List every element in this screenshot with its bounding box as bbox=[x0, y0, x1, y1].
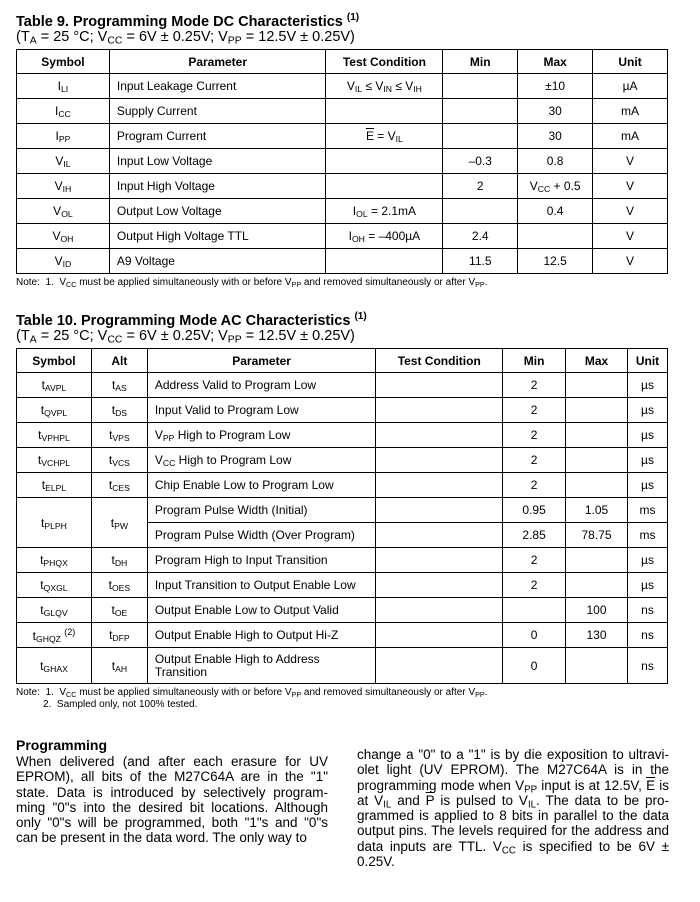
unit-cell: mA bbox=[593, 99, 668, 124]
table-row bbox=[17, 423, 668, 448]
table-row bbox=[17, 199, 668, 224]
table-row bbox=[17, 548, 668, 573]
table9-note: Note: 1. $V_{CC}$ must be applied simultaneously with or before $V_{PP}$ and removed simultaneously or after $V_{PP}$. bbox=[16, 277, 488, 289]
min-cell bbox=[443, 199, 518, 224]
alt-cell: $t_{OES}$ bbox=[91, 573, 147, 598]
table9-conditions: ($T_A = 25$ °C; $V_{CC} = 6V \pm 0.25V$; $V_{PP} = 12.5V \pm 0.25V$) bbox=[16, 29, 355, 47]
table-header-row bbox=[17, 50, 668, 74]
table9-title: Table 9. Programming Mode DC Characteristics $^{(1)}$ bbox=[16, 12, 360, 30]
condition-cell: $I_{OH} = -400\mu A$ bbox=[326, 224, 443, 249]
col-symbol: Symbol bbox=[17, 349, 92, 373]
alt-cell: $t_{VCS}$ bbox=[91, 448, 147, 473]
max-cell bbox=[566, 373, 628, 398]
min-cell: 2 bbox=[503, 373, 566, 398]
condition-cell bbox=[326, 249, 443, 274]
col-max: Max bbox=[566, 349, 628, 373]
col-unit: Unit bbox=[627, 349, 667, 373]
parameter-cell: Input Low Voltage bbox=[109, 149, 326, 174]
min-cell: 2 bbox=[503, 573, 566, 598]
alt-cell: $t_{DH}$ bbox=[91, 548, 147, 573]
col-parameter: Parameter bbox=[109, 50, 326, 74]
min-cell: 0.95 bbox=[503, 498, 566, 523]
condition-cell bbox=[376, 373, 503, 398]
min-cell: 2 bbox=[503, 473, 566, 498]
symbol-cell: $V_{IL}$ bbox=[17, 149, 110, 174]
max-cell: 12.5 bbox=[518, 249, 593, 274]
unit-cell: ns bbox=[627, 623, 667, 648]
max-cell: 130 bbox=[566, 623, 628, 648]
max-cell: 78.75 bbox=[566, 523, 628, 548]
col-symbol: Symbol bbox=[17, 50, 110, 74]
min-cell bbox=[443, 99, 518, 124]
table10-note-2: 2. Sampled only, not 100% tested. bbox=[43, 699, 198, 710]
parameter-cell: $V_{CC}$ High to Program Low bbox=[147, 448, 376, 473]
condition-cell bbox=[376, 398, 503, 423]
max-cell bbox=[566, 573, 628, 598]
symbol-cell: $t_{PLPH}$ bbox=[17, 498, 92, 548]
min-cell: 2.4 bbox=[443, 224, 518, 249]
condition-cell bbox=[376, 573, 503, 598]
symbol-cell: $t_{VCHPL}$ bbox=[17, 448, 92, 473]
table-row bbox=[17, 174, 668, 199]
programming-heading: Programming bbox=[16, 737, 108, 753]
symbol-cell: $I_{LI}$ bbox=[17, 74, 110, 99]
parameter-cell: Input High Voltage bbox=[109, 174, 326, 199]
symbol-cell: $V_{OL}$ bbox=[17, 199, 110, 224]
condition-cell bbox=[326, 99, 443, 124]
symbol-cell: $V_{OH}$ bbox=[17, 224, 110, 249]
condition-cell bbox=[326, 149, 443, 174]
min-cell bbox=[443, 74, 518, 99]
parameter-cell: Program Pulse Width (Over Program) bbox=[147, 523, 376, 548]
min-cell: 2 bbox=[503, 548, 566, 573]
table10-conditions: ($T_A = 25$ °C; $V_{CC} = 6V \pm 0.25V$; $V_{PP} = 12.5V \pm 0.25V$) bbox=[16, 328, 355, 346]
max-cell bbox=[566, 548, 628, 573]
alt-cell: $t_{OE}$ bbox=[91, 598, 147, 623]
condition-cell: $I_{OL} = 2.1mA$ bbox=[326, 199, 443, 224]
max-cell bbox=[566, 648, 628, 684]
parameter-cell: Chip Enable Low to Program Low bbox=[147, 473, 376, 498]
unit-cell: µs bbox=[627, 473, 667, 498]
condition-cell bbox=[376, 623, 503, 648]
max-cell: 0.8 bbox=[518, 149, 593, 174]
table10-section bbox=[16, 309, 668, 711]
symbol-cell: $t_{GHQZ}$ $^{(2)}$ bbox=[17, 623, 92, 648]
max-cell: 30 bbox=[518, 99, 593, 124]
symbol-cell: $t_{AVPL}$ bbox=[17, 373, 92, 398]
symbol-cell: $V_{ID}$ bbox=[17, 249, 110, 274]
table-row bbox=[17, 373, 668, 398]
unit-cell: mA bbox=[593, 124, 668, 149]
min-cell: 2.85 bbox=[503, 523, 566, 548]
parameter-cell: Program Pulse Width (Initial) bbox=[147, 498, 376, 523]
unit-cell: V bbox=[593, 149, 668, 174]
table-row bbox=[17, 648, 668, 684]
unit-cell: µs bbox=[627, 548, 667, 573]
parameter-cell: Output Enable High to Output Hi-Z bbox=[147, 623, 376, 648]
table-row bbox=[17, 598, 668, 623]
table10-title: Table 10. Programming Mode AC Characteristics $^{(1)}$ bbox=[16, 311, 367, 329]
min-cell: –0.3 bbox=[443, 149, 518, 174]
symbol-cell: $I_{PP}$ bbox=[17, 124, 110, 149]
parameter-cell: A9 Voltage bbox=[109, 249, 326, 274]
min-cell: 11.5 bbox=[443, 249, 518, 274]
alt-cell: $t_{DFP}$ bbox=[91, 623, 147, 648]
condition-cell bbox=[376, 648, 503, 684]
min-cell: 2 bbox=[503, 448, 566, 473]
table10-note-1: Note: 1. $V_{CC}$ must be applied simultaneously with or before $V_{PP}$ and removed simultaneously or after $V_{PP}$. bbox=[16, 687, 488, 699]
table-row bbox=[17, 124, 668, 149]
parameter-cell: Output Enable High to Address Transition bbox=[147, 648, 376, 684]
condition-cell: $V_{IL} \le V_{IN} \le V_{IH}$ bbox=[326, 74, 443, 99]
unit-cell: V bbox=[593, 249, 668, 274]
unit-cell: µs bbox=[627, 573, 667, 598]
programming-left-column bbox=[16, 737, 328, 846]
table-row bbox=[17, 498, 668, 523]
max-cell: 30 bbox=[518, 124, 593, 149]
table-row bbox=[17, 623, 668, 648]
symbol-cell: $t_{GLQV}$ bbox=[17, 598, 92, 623]
parameter-cell: Input Transition to Output Enable Low bbox=[147, 573, 376, 598]
condition-cell bbox=[376, 473, 503, 498]
min-cell: 0 bbox=[503, 623, 566, 648]
col-unit: Unit bbox=[593, 50, 668, 74]
table-row bbox=[17, 398, 668, 423]
max-cell bbox=[566, 448, 628, 473]
parameter-cell: Output High Voltage TTL bbox=[109, 224, 326, 249]
table10-ac-characteristics bbox=[16, 348, 668, 684]
col-max: Max bbox=[518, 50, 593, 74]
unit-cell: ns bbox=[627, 648, 667, 684]
symbol-cell: $t_{GHAX}$ bbox=[17, 648, 92, 684]
col-parameter: Parameter bbox=[147, 349, 376, 373]
max-cell: 0.4 bbox=[518, 199, 593, 224]
col-min: Min bbox=[443, 50, 518, 74]
condition-cell bbox=[376, 548, 503, 573]
symbol-cell: $V_{IH}$ bbox=[17, 174, 110, 199]
parameter-cell: Input Valid to Program Low bbox=[147, 398, 376, 423]
table-row bbox=[17, 473, 668, 498]
alt-cell: $t_{CES}$ bbox=[91, 473, 147, 498]
max-cell bbox=[566, 423, 628, 448]
parameter-cell: Input Leakage Current bbox=[109, 74, 326, 99]
parameter-cell: $V_{PP}$ High to Program Low bbox=[147, 423, 376, 448]
symbol-cell: $I_{CC}$ bbox=[17, 99, 110, 124]
col-alt: Alt bbox=[91, 349, 147, 373]
alt-cell: $t_{DS}$ bbox=[91, 398, 147, 423]
table-row bbox=[17, 573, 668, 598]
max-cell: 1.05 bbox=[566, 498, 628, 523]
min-cell bbox=[503, 598, 566, 623]
condition-cell bbox=[376, 448, 503, 473]
parameter-cell: Address Valid to Program Low bbox=[147, 373, 376, 398]
unit-cell: ms bbox=[627, 498, 667, 523]
condition-cell: $\overline{E} = V_{IL}$ bbox=[326, 124, 443, 149]
min-cell: 2 bbox=[503, 398, 566, 423]
condition-cell bbox=[376, 423, 503, 448]
programming-right-column bbox=[357, 747, 669, 869]
max-cell: $V_{CC} + 0.5$ bbox=[518, 174, 593, 199]
condition-cell bbox=[376, 498, 503, 523]
table9-dc-characteristics bbox=[16, 49, 668, 274]
unit-cell: µs bbox=[627, 398, 667, 423]
table-row bbox=[17, 249, 668, 274]
table-row bbox=[17, 149, 668, 174]
parameter-cell: Output Low Voltage bbox=[109, 199, 326, 224]
max-cell bbox=[518, 224, 593, 249]
alt-cell: $t_{AS}$ bbox=[91, 373, 147, 398]
max-cell bbox=[566, 473, 628, 498]
condition-cell bbox=[326, 174, 443, 199]
table9-section bbox=[16, 10, 668, 289]
unit-cell: V bbox=[593, 174, 668, 199]
col-test-condition: Test Condition bbox=[376, 349, 503, 373]
col-min: Min bbox=[503, 349, 566, 373]
parameter-cell: Program Current bbox=[109, 124, 326, 149]
parameter-cell: Supply Current bbox=[109, 99, 326, 124]
symbol-cell: $t_{QXGL}$ bbox=[17, 573, 92, 598]
symbol-cell: $t_{PHQX}$ bbox=[17, 548, 92, 573]
condition-cell bbox=[376, 598, 503, 623]
parameter-cell: Program High to Input Transition bbox=[147, 548, 376, 573]
min-cell: 2 bbox=[503, 423, 566, 448]
programming-paragraph-left: When delivered (and after each erasure for UV EPROM), all bits of the M27C64A are in the "1" state. Data is introduced by selectively program-ming "0"s into the desired bit locations. Although only "0"s will be programmed, both "1"s and "0"s can be present in the data word. The only way to bbox=[16, 754, 328, 846]
unit-cell: µs bbox=[627, 373, 667, 398]
programming-paragraph-right: change a "0" to a "1" is by die exposition to ultravi-olet light (UV EPROM). The M27C64A is in the programming mode when $V_{PP}$ input is at 12.5V, $\overline{E}$ is at $V_{IL}$ and $\overline{P}$ is pulsed to $V_{IL}$. The data to be pro-grammed is applied to 8 bits in parallel to the data output pins. The levels required for the address and data inputs are TTL. $V_{CC}$ is specified to be 6V ± 0.25V. bbox=[357, 747, 670, 870]
unit-cell: µs bbox=[627, 448, 667, 473]
alt-cell: $t_{PW}$ bbox=[91, 498, 147, 548]
min-cell: 2 bbox=[443, 174, 518, 199]
table-header-row bbox=[17, 349, 668, 373]
condition-cell bbox=[376, 523, 503, 548]
col-test-condition: Test Condition bbox=[326, 50, 443, 74]
unit-cell: V bbox=[593, 199, 668, 224]
min-cell bbox=[443, 124, 518, 149]
max-cell bbox=[566, 398, 628, 423]
min-cell: 0 bbox=[503, 648, 566, 684]
table-row bbox=[17, 74, 668, 99]
unit-cell: ms bbox=[627, 523, 667, 548]
alt-cell: $t_{VPS}$ bbox=[91, 423, 147, 448]
max-cell: 100 bbox=[566, 598, 628, 623]
alt-cell: $t_{AH}$ bbox=[91, 648, 147, 684]
symbol-cell: $t_{QVPL}$ bbox=[17, 398, 92, 423]
parameter-cell: Output Enable Low to Output Valid bbox=[147, 598, 376, 623]
unit-cell: ns bbox=[627, 598, 667, 623]
unit-cell: µs bbox=[627, 423, 667, 448]
table-row bbox=[17, 448, 668, 473]
max-cell: ±10 bbox=[518, 74, 593, 99]
table-row bbox=[17, 224, 668, 249]
unit-cell: V bbox=[593, 224, 668, 249]
unit-cell: µA bbox=[593, 74, 668, 99]
table-row bbox=[17, 99, 668, 124]
symbol-cell: $t_{VPHPL}$ bbox=[17, 423, 92, 448]
symbol-cell: $t_{ELPL}$ bbox=[17, 473, 92, 498]
